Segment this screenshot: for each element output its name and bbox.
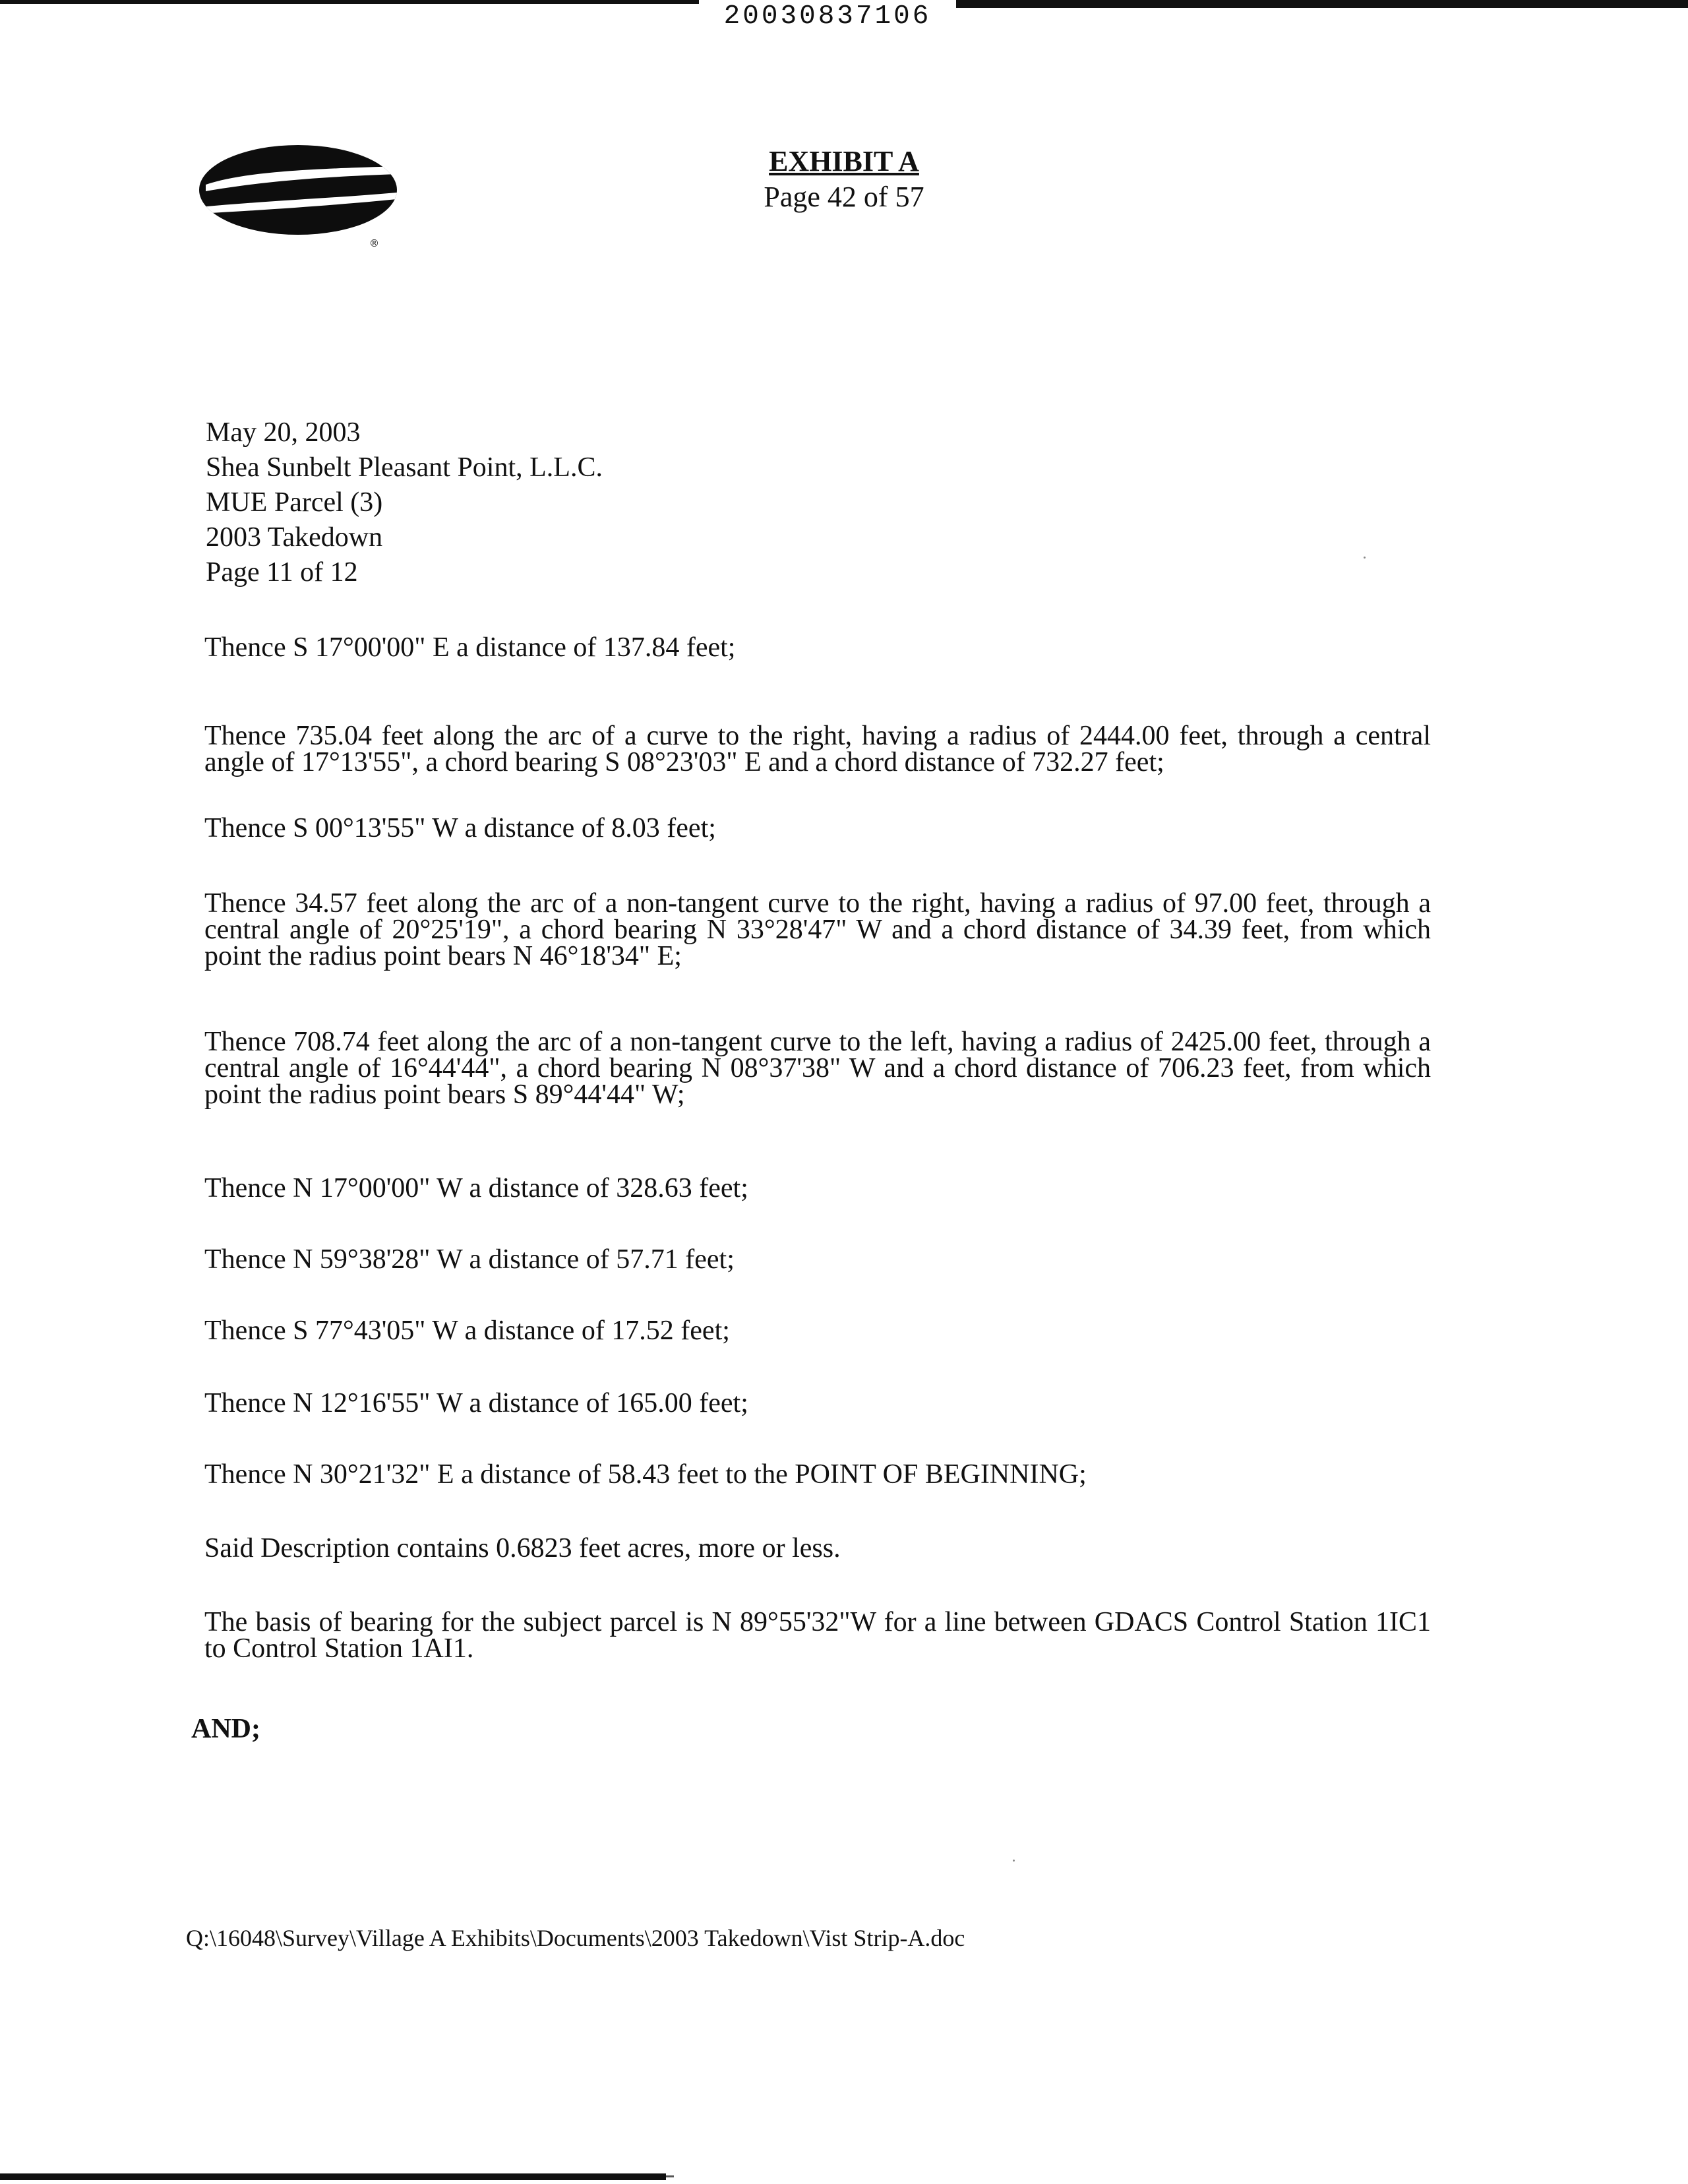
footer-file-path: Q:\16048\Survey\Village A Exhibits\Documents\2003 Takedown\Vist Strip-A.doc	[186, 1925, 965, 1951]
course-paragraph: Thence 708.74 feet along the arc of a non-tangent curve to the left, having a radius of 2425.00 feet, through a central angle of 16°44'44", a chord bearing N 08°37'38" W and a chord distance of 706.23 feet, from which point the radius point bears S 89°44'44" W;	[204, 1027, 1431, 1110]
scan-border-top-right	[956, 0, 1688, 8]
registered-mark: ®	[369, 237, 379, 249]
course-paragraph: Thence S 17°00'00" E a distance of 137.84 feet;	[204, 632, 736, 663]
scan-border-bottom	[0, 2173, 666, 2180]
header-date: May 20, 2003	[206, 417, 361, 448]
exhibit-page: Page 42 of 57	[764, 181, 924, 213]
scan-speck	[1013, 1860, 1015, 1862]
description-summary: Said Description contains 0.6823 feet acres, more or less.	[204, 1533, 841, 1563]
course-paragraph: Thence S 77°43'05" W a distance of 17.52 feet;	[204, 1316, 730, 1346]
course-paragraph: Thence S 00°13'55" W a distance of 8.03 feet;	[204, 813, 716, 843]
header-page: Page 11 of 12	[206, 557, 358, 588]
document-number: 20030837106	[723, 1, 932, 32]
course-paragraph: Thence N 59°38'28" W a distance of 57.71 feet;	[204, 1244, 735, 1275]
scan-border-top-left	[0, 0, 699, 4]
scan-border-bottom-tail	[666, 2175, 674, 2177]
header-parcel: MUE Parcel (3)	[206, 487, 383, 518]
closing-and: AND;	[191, 1714, 260, 1744]
header-company: Shea Sunbelt Pleasant Point, L.L.C.	[206, 452, 603, 483]
basis-of-bearing: The basis of bearing for the subject parcel is N 89°55'32"W for a line between GDACS Control Station 1IC1 to Control Station 1AI1.	[204, 1607, 1431, 1664]
letter-header	[206, 415, 603, 590]
exhibit-title: EXHIBIT A	[769, 145, 919, 177]
header-takedown: 2003 Takedown	[206, 522, 383, 553]
course-paragraph: Thence N 30°21'32" E a distance of 58.43 feet to the POINT OF BEGINNING;	[204, 1459, 1087, 1490]
course-paragraph: Thence N 17°00'00" W a distance of 328.63 feet;	[204, 1173, 748, 1203]
course-paragraph: Thence 34.57 feet along the arc of a non-tangent curve to the right, having a radius of 97.00 feet, through a central angle of 20°25'19", a chord bearing N 33°28'47" W and a chord distance of 34.39 feet, from which point the radius point bears N 46°18'34" E;	[204, 888, 1431, 971]
course-paragraph: Thence 735.04 feet along the arc of a curve to the right, having a radius of 2444.00 feet, through a central angle of 17°13'55", a chord bearing S 08°23'03" E and a chord distance of 732.27 feet;	[204, 721, 1431, 777]
course-paragraph: Thence N 12°16'55" W a distance of 165.00 feet;	[204, 1388, 748, 1418]
scan-speck	[1364, 557, 1366, 559]
shea-s-logo-icon	[199, 144, 410, 256]
exhibit-header	[738, 144, 950, 215]
